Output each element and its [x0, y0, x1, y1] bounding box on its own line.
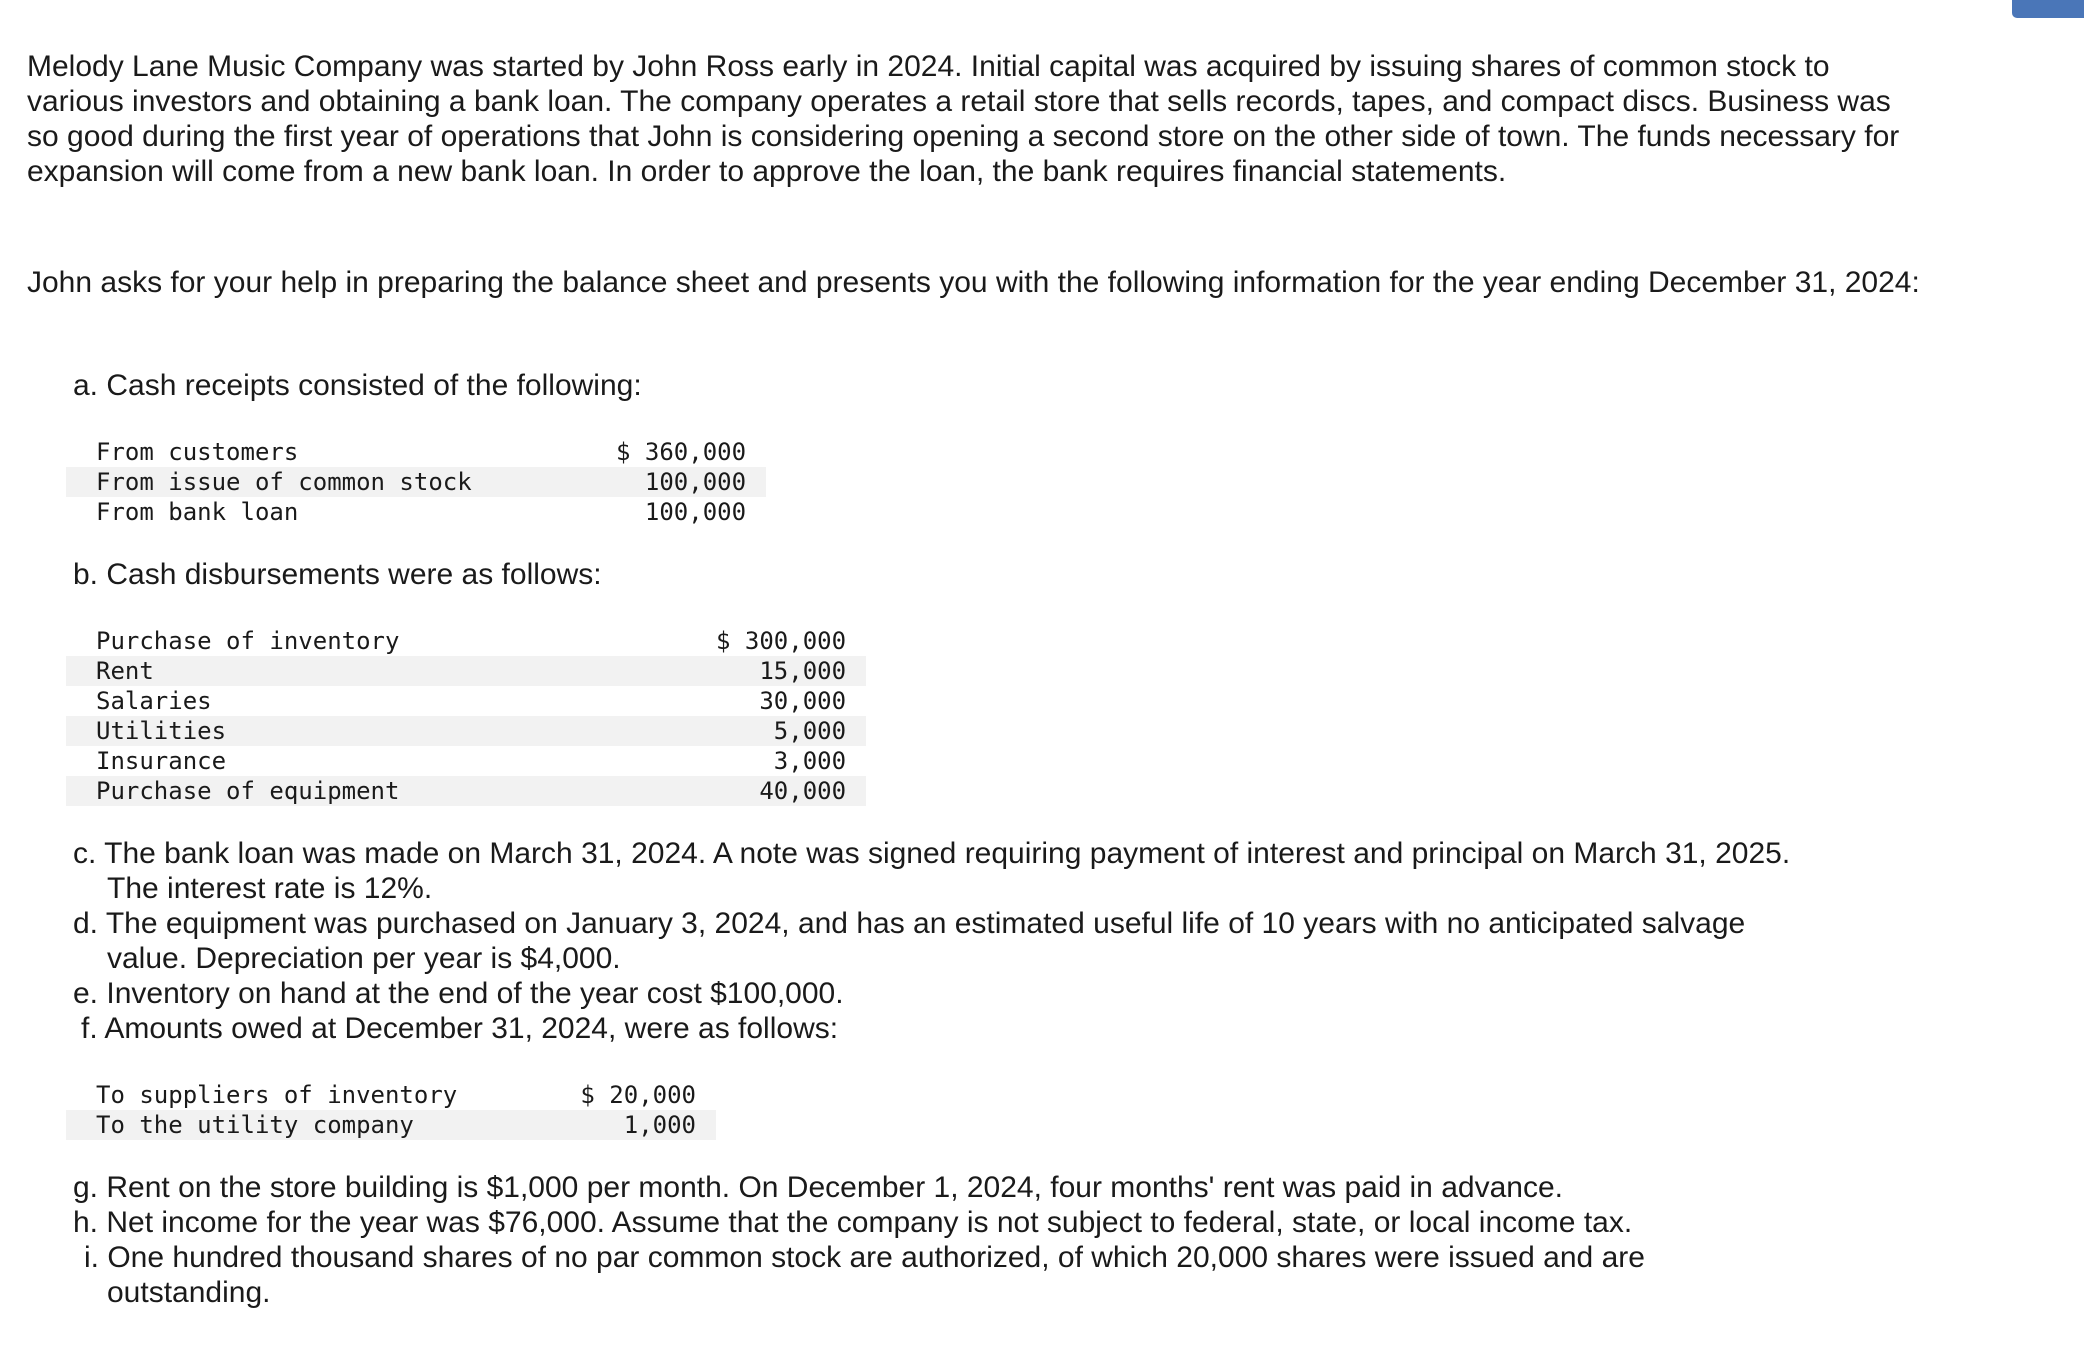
- row-label: From bank loan: [96, 498, 299, 526]
- row-label: From issue of common stock: [66, 467, 616, 497]
- amounts-owed-table: [66, 1080, 716, 1140]
- row-label: Rent: [66, 656, 716, 686]
- table-row: [66, 746, 866, 776]
- row-amount: 1,000: [576, 1110, 716, 1140]
- item-i-line2: outstanding.: [107, 1276, 271, 1309]
- row-amount: 15,000: [716, 656, 866, 686]
- table-row: [66, 497, 766, 527]
- row-label: From customers: [96, 438, 299, 466]
- item-h-text: Net income for the year was $76,000. Assume that the company is not subject to federal, state, or local income tax.: [106, 1206, 1633, 1239]
- request-paragraph: John asks for your help in preparing the balance sheet and presents you with the following information for the year ending December 31, 2024:: [27, 266, 1920, 299]
- row-label: Utilities: [66, 716, 716, 746]
- item-g-text: Rent on the store building is $1,000 per month. On December 1, 2024, four months' rent was paid in advance.: [106, 1171, 1563, 1204]
- item-c-label: c.: [73, 837, 97, 870]
- table-row: [66, 1080, 716, 1110]
- table-row: [66, 626, 866, 656]
- item-f-label: f.: [81, 1012, 98, 1045]
- row-label: Purchase of equipment: [66, 776, 716, 806]
- row-amount: $ 300,000: [716, 627, 847, 655]
- item-c: [73, 836, 1973, 906]
- row-label: Insurance: [96, 747, 227, 775]
- item-b: [73, 557, 1973, 592]
- row-label: To the utility company: [66, 1110, 576, 1140]
- table-row: [66, 437, 766, 467]
- item-a-text: Cash receipts consisted of the following:: [106, 369, 642, 402]
- item-b-text: Cash disbursements were as follows:: [106, 558, 602, 591]
- table-row: [66, 1110, 716, 1140]
- item-b-label: b.: [73, 558, 99, 591]
- row-amount: 100,000: [616, 467, 766, 497]
- cash-disbursements-table: [66, 626, 866, 806]
- row-amount: $ 360,000: [616, 438, 747, 466]
- item-i-label: i.: [84, 1241, 99, 1274]
- row-amount: 40,000: [716, 776, 866, 806]
- row-amount: 100,000: [644, 498, 747, 526]
- table-row: [66, 467, 766, 497]
- row-label: Purchase of inventory: [96, 627, 400, 655]
- item-e: [73, 976, 1973, 1011]
- table-row: [66, 776, 866, 806]
- item-i-line1: One hundred thousand shares of no par common stock are authorized, of which 20,000 shares were issued and are: [107, 1241, 1645, 1274]
- row-label: Salaries: [96, 687, 212, 715]
- item-e-text: Inventory on hand at the end of the year cost $100,000.: [106, 977, 844, 1010]
- item-e-label: e.: [73, 977, 99, 1010]
- table-row: [66, 656, 866, 686]
- item-i: [84, 1240, 1984, 1310]
- row-amount: 5,000: [716, 716, 866, 746]
- item-a-label: a.: [73, 369, 99, 402]
- row-label: To suppliers of inventory: [96, 1081, 458, 1109]
- intro-paragraph: Melody Lane Music Company was started by John Ross early in 2024. Initial capital was acquired by issuing shares of common stock to various investors and obtaining a bank loan. The company operates a retail store that sells records, tapes, and compact discs. Business was so good during the first year of operations that John is considering opening a second store on the other side of town. The funds necessary for expansion will come from a new bank loan. In order to approve the loan, the bank requires financial statements.: [27, 50, 1900, 188]
- row-amount: 30,000: [759, 687, 847, 715]
- table-row: [66, 686, 866, 716]
- row-amount: $ 20,000: [580, 1081, 696, 1109]
- item-g: [73, 1170, 1973, 1205]
- item-d-line1: The equipment was purchased on January 3, 2024, and has an estimated useful life of 10 years with no anticipated salvage: [105, 907, 1746, 940]
- item-d-label: d.: [73, 907, 99, 940]
- item-c-line1: The bank loan was made on March 31, 2024. A note was signed requiring payment of interest and principal on March 31, 2025.: [104, 837, 1791, 870]
- item-d: [73, 906, 1973, 976]
- item-h-label: h.: [73, 1206, 99, 1239]
- item-c-line2: The interest rate is 12%.: [107, 872, 433, 905]
- row-amount: 3,000: [773, 747, 847, 775]
- item-g-label: g.: [73, 1171, 99, 1204]
- item-h: [73, 1205, 1973, 1240]
- item-d-line2: value. Depreciation per year is $4,000.: [107, 942, 621, 975]
- item-f-text: Amounts owed at December 31, 2024, were as follows:: [104, 1012, 839, 1045]
- corner-tab[interactable]: [2012, 0, 2084, 18]
- table-row: [66, 716, 866, 746]
- cash-receipts-table: [66, 437, 766, 527]
- item-f: [81, 1011, 1981, 1046]
- item-a: [73, 368, 1973, 403]
